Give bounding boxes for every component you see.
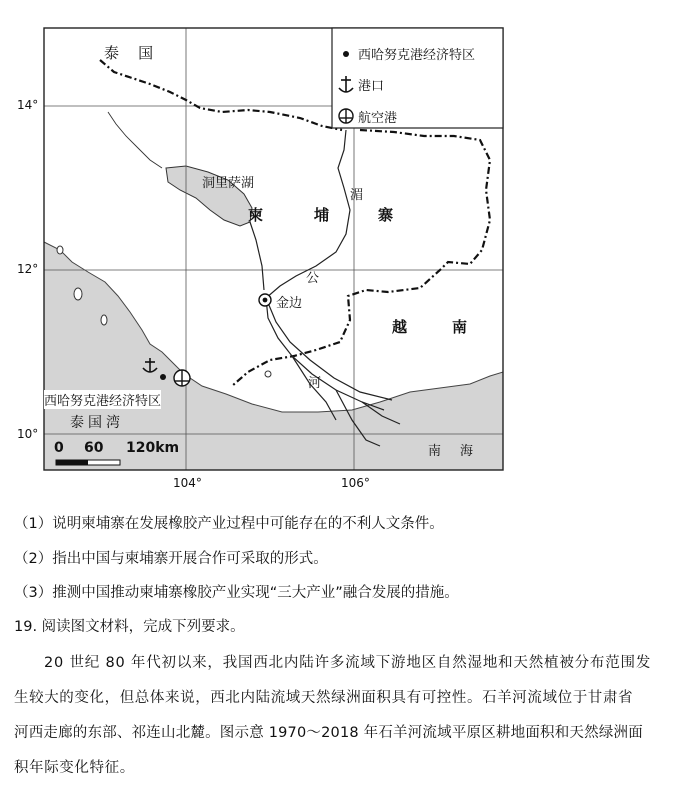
paragraph-line-1: 20 世纪 80 年代初以来，我国西北内陆许多流域下游地区自然湿地和天然植被分布范围发 xyxy=(44,655,652,671)
dot-icon xyxy=(343,51,349,57)
airport-icon xyxy=(174,370,190,386)
place-sihanouk-zone: 西哈努克港经济特区 xyxy=(44,390,161,409)
place-south-sea-2: 海 xyxy=(460,444,474,459)
gulf-of-thailand-sea xyxy=(44,242,503,470)
place-gulf: 泰国湾 xyxy=(70,415,124,431)
place-cambodia-1: 柬 xyxy=(248,206,264,224)
place-mekong-3: 河 xyxy=(308,376,322,391)
scale-label-60: 60 xyxy=(84,440,104,456)
place-thailand: 泰 国 xyxy=(104,44,154,62)
lon-label-106: 106° xyxy=(341,476,370,490)
river-thai xyxy=(108,112,162,168)
paragraph-line-3: 河西走廊的东部、祁连山北麓。图示意 1970～2018 年石羊河流域平原区耕地面积和天然绿洲面 xyxy=(14,725,643,741)
question-1: （1）说明柬埔寨在发展橡胶产业过程中可能存在的不利人文条件。 xyxy=(14,516,444,532)
place-mekong-2: 公 xyxy=(306,271,320,286)
dot-icon xyxy=(160,374,166,380)
capital-icon xyxy=(259,294,271,306)
mekong-river xyxy=(250,130,400,446)
question-2: （2）指出中国与柬埔寨开展合作可采取的形式。 xyxy=(14,551,328,567)
island xyxy=(101,315,107,325)
island xyxy=(74,288,82,300)
place-phnom-penh: 金边 xyxy=(276,296,303,311)
scale-label-0: 0 xyxy=(54,440,64,456)
paragraph-line-2: 生较大的变化，但总体来说，西北内陆流域天然绿洲面积具有可控性。石羊河流域位于甘肃省 xyxy=(14,690,634,706)
scale-bar xyxy=(56,460,120,465)
place-south-sea-1: 南 xyxy=(428,444,442,459)
scale-label-120: 120km xyxy=(126,440,180,456)
legend-label-zone: 西哈努克港经济特区 xyxy=(358,48,476,63)
lon-label-104: 104° xyxy=(173,476,202,490)
legend-label-port: 港口 xyxy=(358,79,385,94)
paragraph-line-4: 积年际变化特征。 xyxy=(14,760,135,776)
question-19-title: 19. 阅读图文材料，完成下列要求。 xyxy=(14,619,245,635)
question-3: （3）推测中国推动柬埔寨橡胶产业实现“三大产业”融合发展的措施。 xyxy=(14,585,459,601)
place-cambodia-3: 寨 xyxy=(378,206,394,224)
place-vietnam-2: 南 xyxy=(452,318,468,336)
place-vietnam-1: 越 xyxy=(392,318,408,336)
legend-label-airport: 航空港 xyxy=(358,111,398,126)
lat-label-14: 14° xyxy=(17,98,39,112)
place-cambodia-2: 埔 xyxy=(314,206,330,224)
island xyxy=(57,246,63,254)
place-mekong-1: 湄 xyxy=(350,188,364,203)
island xyxy=(265,371,271,377)
lat-label-10: 10° xyxy=(17,427,39,441)
lat-label-12: 12° xyxy=(17,262,39,276)
place-tonle-sap: 洞里萨湖 xyxy=(202,176,255,191)
